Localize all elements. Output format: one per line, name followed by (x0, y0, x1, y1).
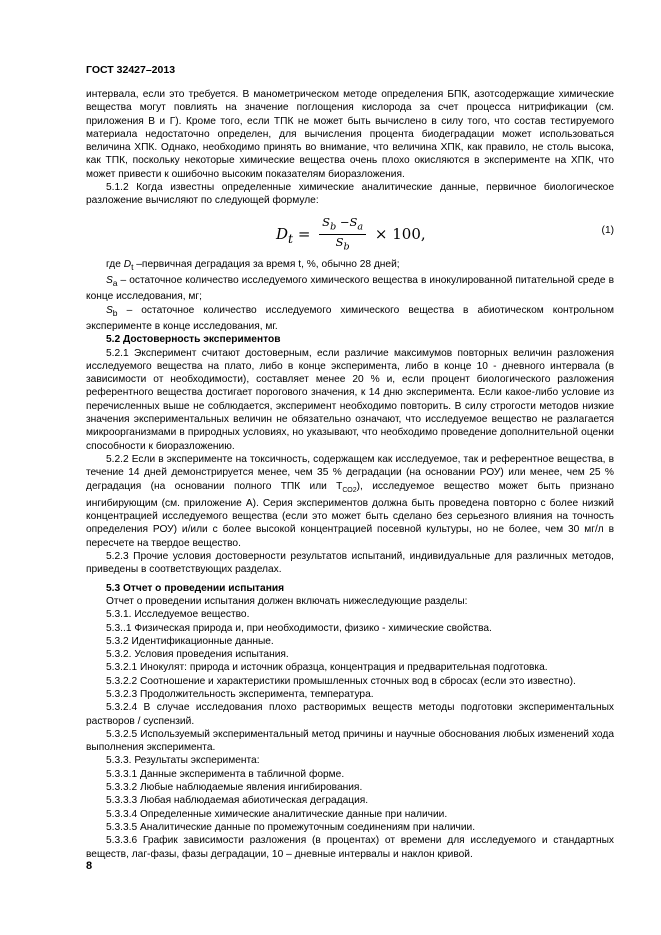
formula-equals: = (293, 224, 316, 243)
list-item: 5.3.2.2 Соотношение и характеристики промышленных сточных вод в сбросах (если это известно). (106, 675, 576, 687)
document-body (86, 88, 614, 861)
formula-expression (276, 216, 426, 254)
paragraph-5-2-1: 5.2.1 Эксперимент считают достоверным, если различие максимумов повторных величин разложения исследуемого вещества на плато, либо в конце эксперимента, либо в конце 10 - дневного интервала (в зависимости от необходимости), составляет менее 20 % и, если процент биологического разложения референтного вещества достигает порогового значения, к 14 дню эксперимента. Если какое-либо условие из перечисленных выше не соблюдается, эксперимент необходимо повторить. В силу строгости методов низкие значения экспериментальных величин не обязательно означают, что исследуемое вещество не разлагается микроорганизмами в природных условиях, но указывают, что необходимо проведение дополнительной оценки способности к биоразложению. (86, 347, 614, 452)
list-item: 5.3.2.1 Инокулят: природа и источник образца, концентрация и предварительная подготовка. (106, 662, 548, 674)
where-dt: где $D_t$ –первичная деградация за время t, %, обычно 28 дней; (106, 258, 400, 272)
paragraph-5-3-intro: Отчет о проведении испытания должен включать нижеследующие разделы: (106, 595, 468, 607)
list-item: 5.3.3.3 Любая наблюдаемая абиотическая деградация. (106, 795, 369, 807)
heading-5-3: 5.3 Отчет о проведении испытания (106, 582, 285, 594)
page-number: 8 (86, 860, 93, 872)
formula-denominator: $S_b$ (335, 235, 350, 253)
formula-numerator: $S_b -S_a$ (319, 216, 366, 236)
paragraph-5-2-3: 5.2.3 Прочие условия достоверности результатов испытаний, индивидуальные для различных методов, приведены в соответствующих разделах. (86, 551, 614, 576)
list-item: 5.3.2.4 В случае исследования плохо растворимых веществ методы подготовки экспериментальных растворов / суспензий. (86, 702, 614, 727)
formula-fraction (319, 216, 366, 254)
list-item: 5.3.3.4 Определенные химические аналитические данные при наличии. (106, 808, 448, 820)
list-item: 5.3.2.3 Продолжительность эксперимента, температура. (106, 689, 374, 700)
document-header: ГОСТ 32427–2013 (86, 64, 176, 76)
list-item: 5.3.2 Идентификационные данные. (106, 635, 274, 647)
list-item: 5.3.3.5 Аналитические данные по промежуточным соединениям при наличии. (106, 821, 476, 833)
list-item: 5.3.3.2 Любые наблюдаемые явления ингибирования. (106, 782, 363, 794)
list-item: 5.3.2. Условия проведения испытания. (106, 649, 289, 661)
paragraph-continuation: интервала, если это требуется. В манометрическом методе определения БПК, азотсодержащие химические вещества могут повлиять на значение поглощения кислорода за счет процесса нитрификации (см. приложения В и Г). Кроме того, если ТПК не может быть вычислено в силу того, что состав тестируемого материала недостаточно определен, для вычисления процента биодеградации может использоваться величина ХПК. Однако, необходимо принять во внимание, что величина ХПК, как правило, не столь высока, как ТПК, поскольку некоторые химические вещества очень плохо окисляются в эксперименте на ХПК, что может привести к ошибочно высоким показателям биоразложения. (86, 89, 614, 180)
where-sa: $S_a$ – остаточное количество исследуемого химического вещества в инокулированной питательной среде в конце исследования, мг; (86, 275, 614, 303)
formula-lhs-sub: t (288, 230, 294, 246)
list-item: 5.3.3. Результаты эксперимента: (106, 755, 260, 767)
where-sb: $S_b$ – остаточное количество исследуемого химического вещества в абиотическом контрольном эксперименте в конце исследования, мг. (86, 304, 614, 332)
list-item: 5.3..1 Физическая природа и, при необходимости, физико - химические свойства. (106, 622, 492, 634)
formula-rhs: × 100, (374, 224, 426, 243)
list-item: 5.3.2.5 Используемый экспериментальный метод причины и научные обоснования любых изменений хода выполнения эксперимента. (86, 728, 614, 754)
formula-number: (1) (601, 224, 614, 236)
list-item: 5.3.3.6 График зависимости разложения (в процентах) от времени для исследуемого и стандартных веществ, лаг-фазы, фазы деградации, 10 – дневные интервалы и наклон кривой. (86, 835, 614, 860)
paragraph-5-1-2: 5.1.2 Когда известны определенные химические аналитические данные, первичное биологическое разложение вычисляют по следующей формуле: (86, 182, 614, 207)
formula-1 (86, 210, 614, 254)
paragraph-5-2-2: 5.2.2 Если в эксперименте на токсичность, содержащем как исследуемое, так и референтное вещества, в течение 14 дней демонстрируется менее, чем 35 % деградации (на основании РОУ) или менее, чем 25 % деградация (на основании полного ТПК или $Т_{СО2}$), исследуемое вещество может быть признано ингибирующим (см. приложение А). Серия экспериментов должна быть проведена повторно с более низкий концентрацией исследуемого вещества (если это может быть сделано без серьезного влияния на точность определения РОУ) и/или с более высокой концентрацией посевной культуры, но не более, чем 30 мг/л в пересчете на твердое вещество. (86, 453, 614, 549)
list-item: 5.3.1. Исследуемое вещество. (106, 609, 250, 621)
formula-lhs: D (276, 224, 289, 243)
list-item: 5.3.3.1 Данные эксперимента в табличной форме. (106, 768, 345, 780)
heading-5-2: 5.2 Достоверность экспериментов (106, 334, 281, 346)
